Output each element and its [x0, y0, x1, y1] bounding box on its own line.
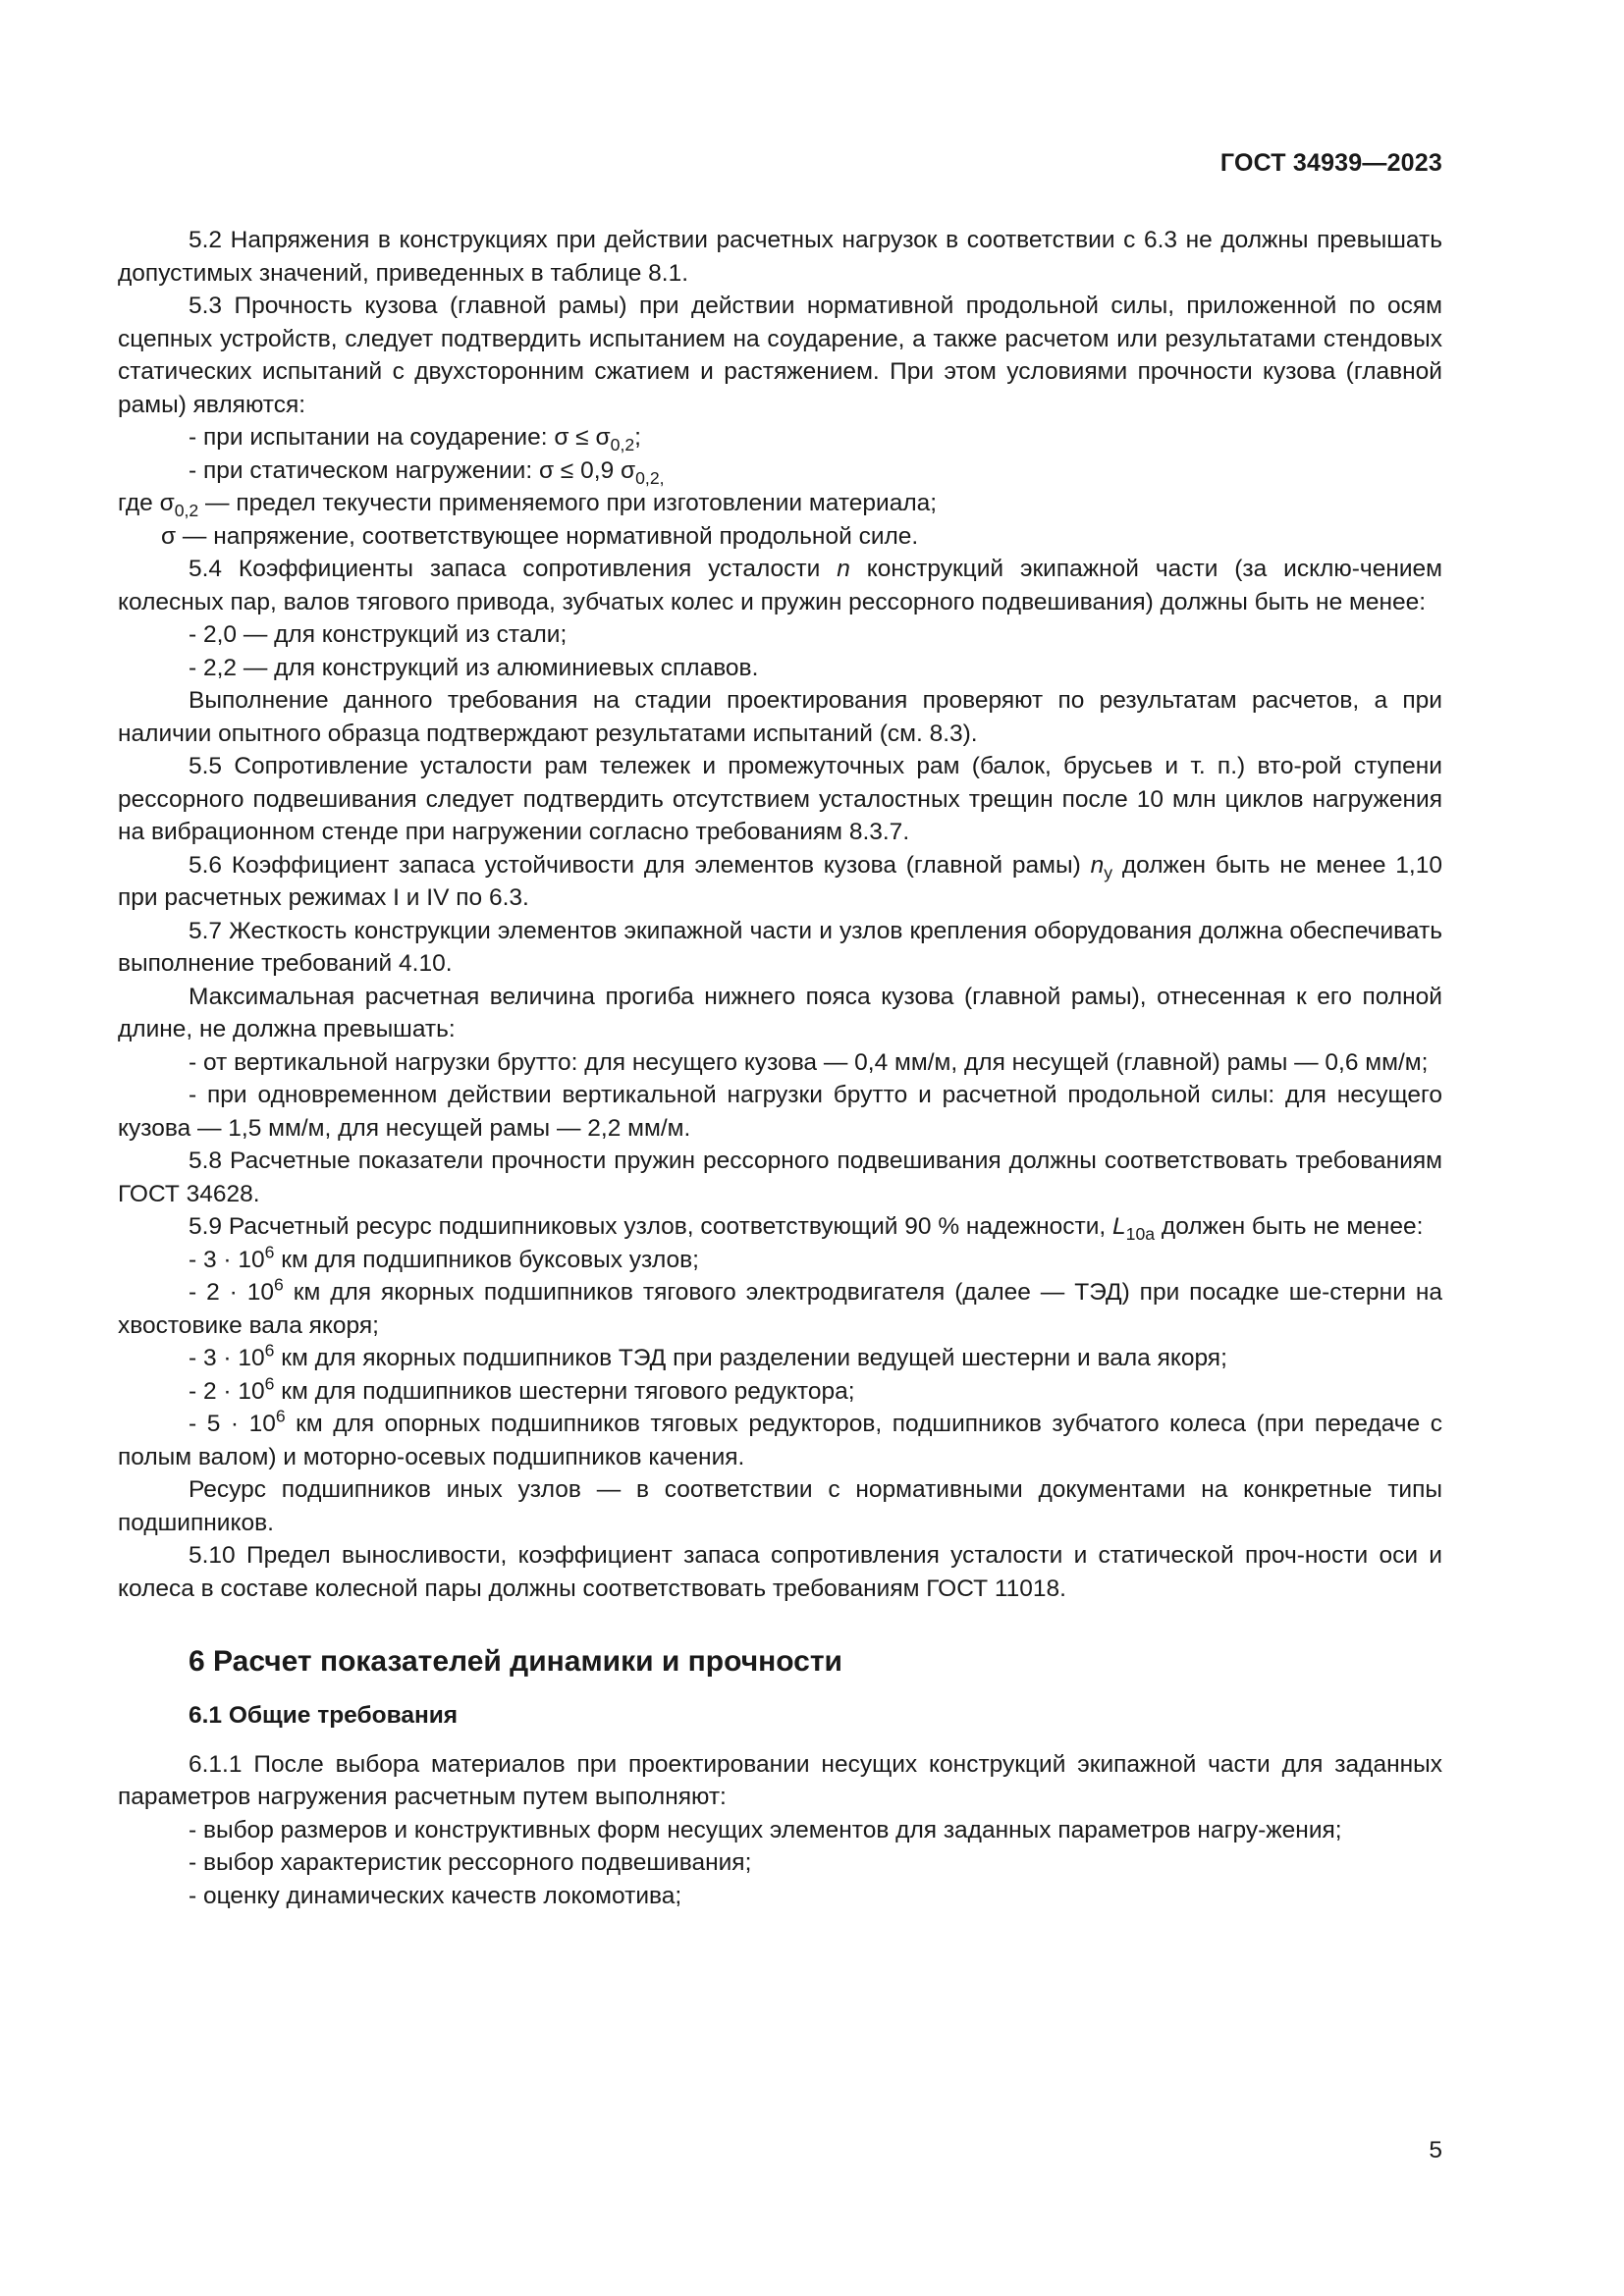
clause-5-4: 5.4 Коэффициенты запаса сопротивления усталости n конструкций экипажной части (за исклю-чением колесных пар, валов тягового привода, зубчатых колес и пружин рессорного подвешивания) должны быть не менее: [118, 556, 1443, 615]
clause-5-6: 5.6 Коэффициент запаса устойчивости для элементов кузова (главной рамы) $n_у$ должен быть не менее 1,10 при расчетных режимах I и IV по 6.3. [118, 851, 1442, 911]
definition-stress: σ — напряжение, соответствующее нормативной продольной силе. [161, 522, 919, 550]
page-body [118, 224, 1442, 1912]
section-6-title: 6 Расчет показателей динамики и прочности [189, 1645, 842, 1678]
clause-5-9: 5.9 Расчетный ресурс подшипниковых узлов, соответствующий 90 % надежности, $L_{10a}$ должен быть не менее: [189, 1213, 1424, 1245]
clause-5-2: 5.2 Напряжения в конструкциях при действии расчетных нагрузок в соответствии с 6.3 не должны превышать допустимых значений, приведенных в таблице 8.1. [118, 227, 1442, 287]
clause-5-10: 5.10 Предел выносливости, коэффициент запаса сопротивления усталости и статической проч-ности оси и колеса в составе колесной пары должны соответствовать требованиям ГОСТ 11018. [118, 1542, 1442, 1602]
clause-5-4-item-aluminium: - 2,2 — для конструкций из алюминиевых сплавов. [189, 654, 759, 681]
clause-6-1-1-item-dimensions: - выбор размеров и конструктивных форм несущих элементов для заданных параметров нагру-жения; [189, 1816, 1342, 1843]
clause-5-9-item-armature-separate: - $3 \cdot 10^6$ км для якорных подшипников ТЭД при разделении ведущей шестерни и вала якоря; [189, 1340, 1227, 1371]
clause-5-9-note: Ресурс подшипников иных узлов — в соответствии с нормативными документами на конкретные типы подшипников. [118, 1476, 1442, 1536]
clause-5-7-deflection: Максимальная расчетная величина прогиба нижнего пояса кузова (главной рамы), отнесенная к его полной длине, не должна превышать: [118, 983, 1442, 1042]
clause-5-3-condition-impact: - при испытании на соударение: $\sigma \le \sigma_{0,2}$; [189, 424, 641, 455]
subsection-6-1-title: 6.1 Общие требования [189, 1702, 459, 1729]
clause-5-9-item-support-bearings: - $5 \cdot 10^6$ км для опорных подшипников тяговых редукторов, подшипников зубчатого колеса (при передаче с полым валом) и моторно-осевых подшипников качения. [118, 1406, 1442, 1470]
definition-yield-strength: где $\sigma_{0,2}$ — предел текучести применяемого при изготовлении материала; [118, 490, 938, 521]
clause-5-3: 5.3 Прочность кузова (главной рамы) при действии нормативной продольной силы, приложенной по осям сцепных устройств, следует подтвердить испытанием на соударение, а также расчетом или результатами стендовых статических испытаний с двухсторонним сжатием и растяжением. При этом условиями прочности кузова (главной рамы) являются: [118, 293, 1442, 418]
document-code: ГОСТ 34939—2023 [1219, 149, 1442, 177]
clause-6-1-1-item-suspension: - выбор характеристик рессорного подвешивания; [189, 1849, 752, 1876]
clause-5-4-item-steel: - 2,0 — для конструкций из стали; [189, 621, 568, 648]
clause-5-4-note: Выполнение данного требования на стадии проектирования проверяют по результатам расчетов, а при наличии опытного образца подтверждают результатами испытаний (см. 8.3). [118, 687, 1442, 747]
clause-5-7: 5.7 Жесткость конструкции элементов экипажной части и узлов крепления оборудования должна обеспечивать выполнение требований 4.10. [118, 917, 1442, 977]
clause-5-5: 5.5 Сопротивление усталости рам тележек и промежуточных рам (балок, брусьев и т. п.) вто-рой ступени рессорного подвешивания следует подтвердить отсутствием усталостных трещин после 10 млн циклов нагружения на вибрационном стенде при нагружении согласно требованиям 8.3.7. [118, 753, 1442, 845]
clause-5-7-item-vertical: - от вертикальной нагрузки брутто: для несущего кузова — 0,4 мм/м, для несущей (главной) рамы — 0,6 мм/м; [189, 1048, 1429, 1076]
clause-6-1-1: 6.1.1 После выбора материалов при проектировании несущих конструкций экипажной части для заданных параметров нагружения расчетным путем выполняют: [118, 1750, 1442, 1810]
clause-5-3-condition-static: - при статическом нагружении: σ ≤ 0,9 $\sigma_{0,2,}$ [189, 456, 665, 488]
clause-5-9-item-gear-pinion: - $2 \cdot 10^6$ км для подшипников шестерни тягового редуктора; [189, 1372, 855, 1405]
clause-5-8: 5.8 Расчетные показатели прочности пружин рессорного подвешивания должны соответствовать требованиям ГОСТ 34628. [118, 1148, 1442, 1207]
clause-5-9-item-armature-shank: - $2 \cdot 10^6$ км для якорных подшипников тягового электродвигателя (далее — ТЭД) при посадке ше-стерни на хвостовике вала якоря; [118, 1274, 1442, 1339]
clause-6-1-1-item-dynamics: - оценку динамических качеств локомотива; [189, 1882, 682, 1909]
clause-5-7-item-combined: - при одновременном действии вертикальной нагрузки брутто и расчетной продольной силы: для несущего кузова — 1,5 мм/м, для несущей рамы — 2,2 мм/м. [118, 1082, 1442, 1142]
page-number: 5 [1429, 2137, 1442, 2163]
clause-5-9-item-axlebox: - $3 \cdot 10^6$ км для подшипников буксовых узлов; [189, 1241, 699, 1273]
